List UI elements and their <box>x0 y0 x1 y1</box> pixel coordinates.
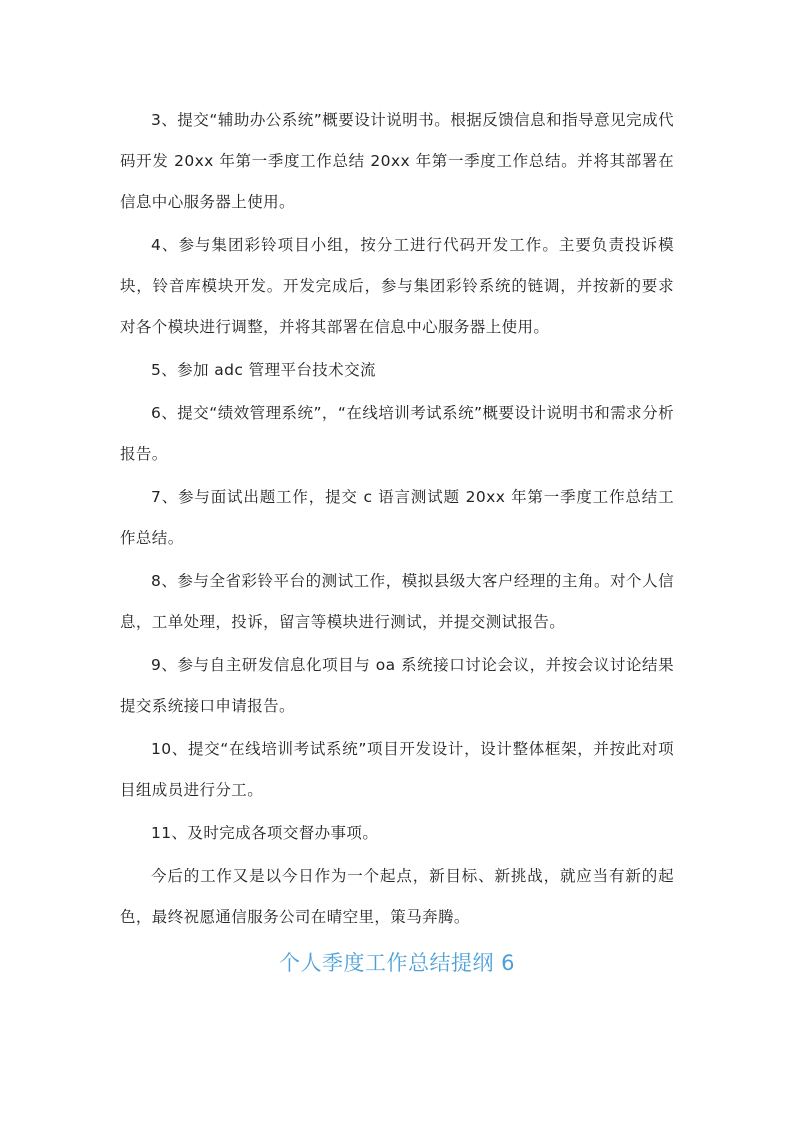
paragraph-item-9: 9、参与自主研发信息化项目与 oa 系统接口讨论会议，并按会议讨论结果提交系统接口申请报告。 <box>120 656 674 715</box>
paragraph-item-6: 6、提交“绩效管理系统”，“在线培训考试系统”概要设计说明书和需求分析报告。 <box>120 404 674 463</box>
paragraph-item-11: 11、及时完成各项交督办事项。 <box>151 824 379 842</box>
paragraph-item-4: 4、参与集团彩铃项目小组，按分工进行代码开发工作。主要负责投诉模块，铃音库模块开发。开发完成后，参与集团彩铃系统的链调，并按新的要求对各个模块进行调整，并将其部署在信息中心服务器上使用。 <box>120 236 674 336</box>
document-body <box>120 100 674 980</box>
section-heading: 个人季度工作总结提纲 6 <box>278 951 516 975</box>
paragraph-item-7: 7、参与面试出题工作，提交 c 语言测试题 20xx 年第一季度工作总结工作总结。 <box>120 488 674 547</box>
closing-paragraph: 今后的工作又是以今日作为一个起点，新目标、新挑战，就应当有新的起色，最终祝愿通信服务公司在晴空里，策马奔腾。 <box>120 867 674 926</box>
paragraph-item-5: 5、参加 adc 管理平台技术交流 <box>151 361 376 379</box>
paragraph-item-10: 10、提交“在线培训考试系统”项目开发设计，设计整体框架，并按此对项目组成员进行分工。 <box>120 740 674 799</box>
paragraph-item-3: 3、提交“辅助办公系统”概要设计说明书。根据反馈信息和指导意见完成代码开发 20xx 年第一季度工作总结 20xx 年第一季度工作总结。并将其部署在信息中心服务器上使用。 <box>120 111 674 211</box>
paragraph-item-8: 8、参与全省彩铃平台的测试工作，模拟县级大客户经理的主角。对个人信息，工单处理，投诉，留言等模块进行测试，并提交测试报告。 <box>120 572 674 631</box>
